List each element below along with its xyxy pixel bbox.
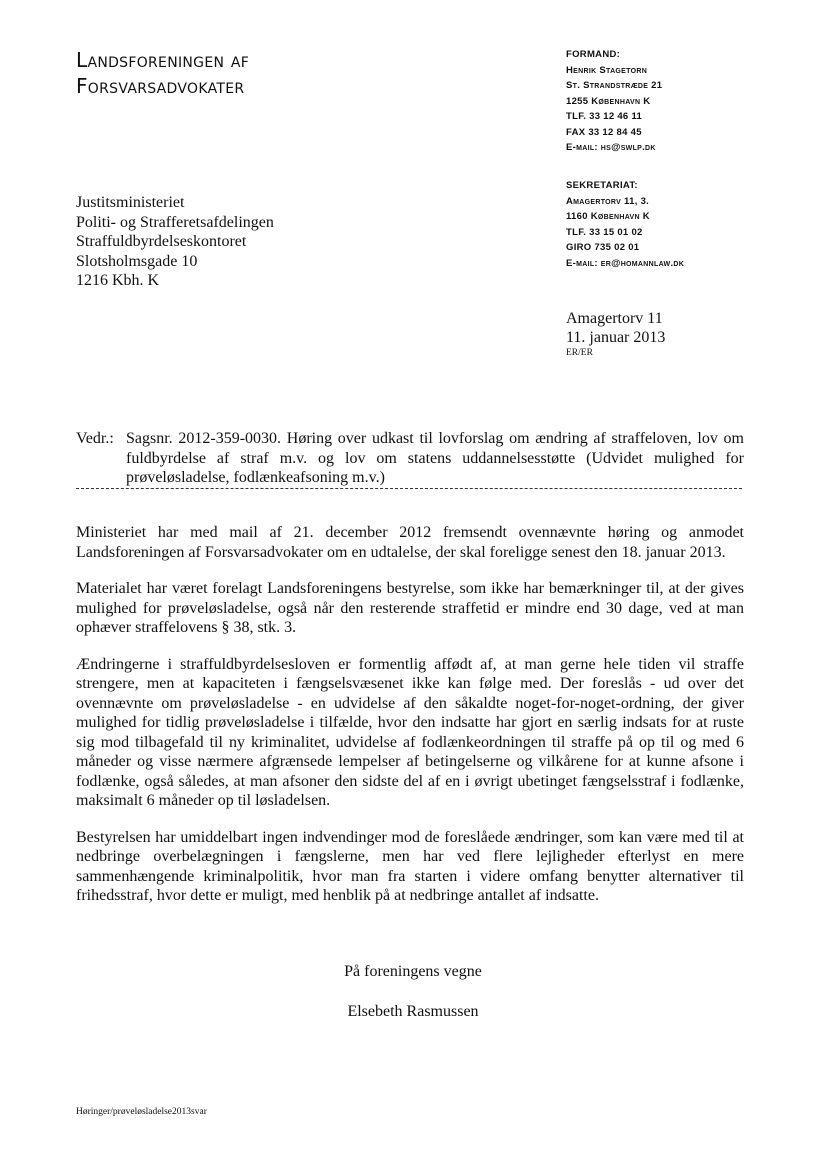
secretariat-street: Amagertorv 11, 3.	[566, 195, 650, 207]
recipient-line: Straffuldbyrdelseskontoret	[76, 233, 247, 250]
organization-name	[76, 47, 249, 99]
letter-place: Amagertorv 11	[566, 310, 663, 327]
secretariat-city: 1160 København K	[566, 211, 650, 222]
body-paragraph: Ændringerne i straffuldbyrdelsesloven er formentlig affødt af, at man gerne hele tiden vil straffe strengere, men at kapaciteten i fængselsvæsenet ikke kan følge med. Der foreslås - ud over det ovennævnte om prøveløsladelse - en udvidelse af den såkaldte noget-for-noget-ordning, der giver mulighed for tidlig prøveløsladelse i tilfælde, hvor den indsatte har gjort en særlig indsats for at ruste sig mod tilbagefald til ny kriminalitet, udvidelse af fodlænkeordningen til straffe på op til og med 6 måneder og visse nærmere afgrænsede lempelser af betingelserne og vilkårene for at kunne afsone i fodlænke, også således, at man afsoner den sidste del af en i øvrigt ubetinget fængselsstraf i fodlænke, maksimalt 6 måneder op til løsladelsen.	[76, 655, 744, 809]
secretariat-phone: TLF. 33 15 01 02	[566, 226, 643, 238]
chairman-street: St. Strandstræde 21	[566, 80, 663, 91]
letter-body	[76, 523, 744, 923]
recipient-address	[76, 193, 274, 291]
letter-date: 11. januar 2013	[566, 329, 666, 346]
chairman-phone: TLF. 33 12 46 11	[566, 111, 643, 122]
chairman-contact-block	[566, 47, 662, 156]
secretariat-email: E-mail: er@homannlaw.dk	[566, 257, 685, 269]
org-name-line-2: Forsvarsadvokater	[76, 74, 245, 98]
body-paragraph: Materialet har været forelagt Landsforeningens bestyrelse, som ikke har bemærkninger til, at der gives mulighed for prøveløsladelse, også når den resterende straffetid er mindre end 30 dage, ved at man ophæver straffelovens § 38, stk. 3.	[76, 580, 744, 636]
file-reference-footer: Høringer/prøveløsladelse2013svar	[76, 1107, 207, 1117]
body-paragraph: Bestyrelsen har umiddelbart ingen indvendinger mod de foreslåede ændringer, som kan være med til at nedbringe overbelægningen i fængslerne, men har ved flere lejligheder efterlyst en mere sammenhængende kriminalpolitik, hvor man fra starten i videre omfang benytter alternativer til frihedsstraf, hvor dette er muligt, med henblik på at nedbringe antallet af indsatte.	[76, 828, 744, 904]
chairman-city: 1255 København K	[566, 95, 651, 107]
subject-line	[76, 429, 744, 488]
body-paragraph: Ministeriet har med mail af 21. december 2012 fremsendt ovennævnte høring og anmodet Landsforeningen af Forsvarsadvokater om en udtalelse, der skal foreligge senest den 18. januar 2013.	[76, 524, 744, 561]
chairman-fax: FAX 33 12 84 45	[566, 126, 642, 138]
subject-text: Sagsnr. 2012-359-0030. Høring over udkast til lovforslag om ændring af straffeloven, lov om fuldbyrdelse af straf m.v. og lov om statens uddannelsesstøtte (Udvidet mulighed for prøveløsladelse, fodlænkeafsoning m.v.)	[126, 430, 744, 486]
recipient-line: 1216 Kbh. K	[76, 272, 160, 289]
secretariat-heading: SEKRETARIAT:	[566, 180, 638, 191]
recipient-line: Slotsholmsgade 10	[76, 252, 198, 270]
subject-label: Vedr.:	[76, 430, 114, 447]
secretariat-contact-block	[566, 178, 684, 271]
recipient-line: Politi- og Strafferetsafdelingen	[76, 213, 274, 231]
closing-phrase: På foreningens vegne	[344, 963, 482, 980]
signatory-name: Elsebeth Rasmussen	[347, 1003, 479, 1020]
recipient-line: Justitsministeriet	[76, 194, 185, 211]
dashed-divider	[76, 488, 742, 489]
chairman-name: Henrik Stagetorn	[566, 64, 648, 76]
letter-reference: ER/ER	[566, 348, 593, 358]
chairman-heading: FORMAND:	[566, 49, 621, 60]
chairman-email: E-mail: hs@swlp.dk	[566, 142, 656, 153]
org-name-line-1: Landsforeningen af	[76, 48, 250, 72]
place-and-date	[566, 309, 665, 359]
secretariat-giro: GIRO 735 02 01	[566, 242, 640, 253]
